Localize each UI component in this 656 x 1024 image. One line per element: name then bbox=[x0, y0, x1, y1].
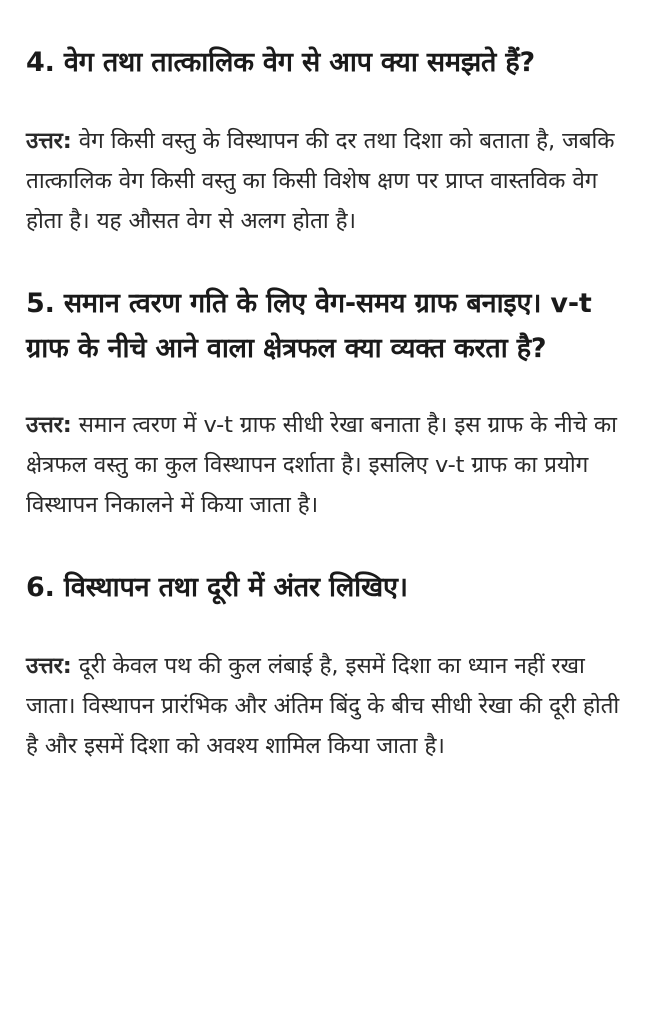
answer-5-label: उत्तर: bbox=[26, 412, 72, 438]
qa-block-4 bbox=[26, 0, 638, 241]
answer-5-text: समान त्वरण में v-t ग्राफ सीधी रेखा बनाता है। इस ग्राफ के नीचे का क्षेत्रफल वस्तु का कुल विस्थापन दर्शाता है। इसलिए v-t ग्राफ का प्रयोग विस्थापन निकालने में किया जाता है। bbox=[26, 412, 617, 518]
question-6-heading: 6. विस्थापन तथा दूरी में अंतर लिखिए। bbox=[26, 572, 408, 603]
qa-block-6 bbox=[26, 565, 638, 766]
answer-6-label: उत्तर: bbox=[26, 653, 72, 679]
answer-4-paragraph bbox=[26, 121, 638, 241]
answer-5-paragraph bbox=[26, 405, 638, 525]
answer-4-text: वेग किसी वस्तु के विस्थापन की दर तथा दिशा को बताता है, जबकि तात्कालिक वेग किसी वस्तु का किसी विशेष क्षण पर प्राप्त वास्तविक वेग होता है। यह औसत वेग से अलग होता है। bbox=[26, 128, 615, 234]
answer-6-text: दूरी केवल पथ की कुल लंबाई है, इसमें दिशा का ध्यान नहीं रखा जाता। विस्थापन प्रारंभिक और अंतिम बिंदु के बीच सीधी रेखा की दूरी होती है और इसमें दिशा को अवश्य शामिल किया जाता है। bbox=[26, 653, 620, 759]
answer-4-label: उत्तर: bbox=[26, 128, 72, 154]
question-5-heading: 5. समान त्वरण गति के लिए वेग-समय ग्राफ बनाइए। v-t ग्राफ के नीचे आने वाला क्षेत्रफल क्या व्यक्त करता है? bbox=[26, 288, 592, 364]
question-4-heading: 4. वेग तथा तात्कालिक वेग से आप क्या समझते हैं? bbox=[26, 47, 536, 78]
qa-block-5 bbox=[26, 281, 638, 525]
answer-6-paragraph bbox=[26, 646, 638, 766]
